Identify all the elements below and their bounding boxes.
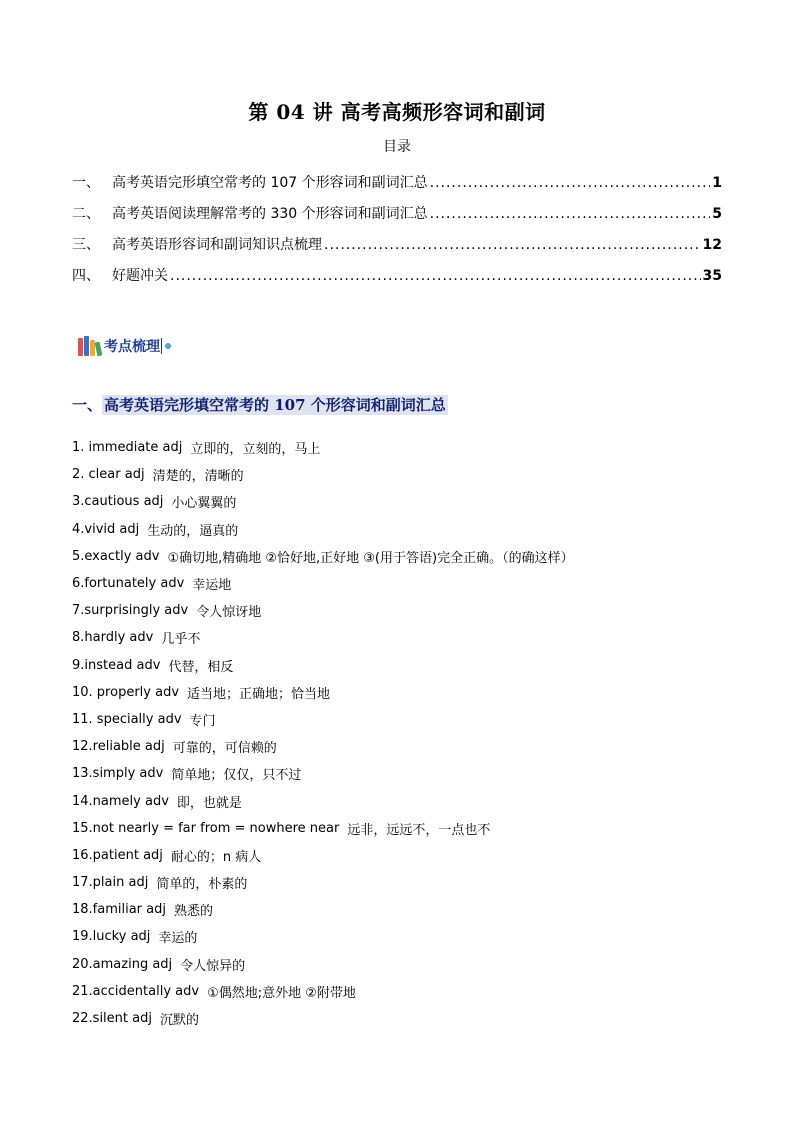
section-heading-text: 高考英语完形填空常考的 107 个形容词和副词汇总 [104, 396, 446, 414]
list-item [72, 923, 732, 950]
toc-entry-text: 高考英语完形填空常考的 107 个形容词和副词汇总 [112, 175, 428, 191]
toc-leader-dots [430, 175, 711, 191]
list-item [72, 461, 732, 488]
section-badge [78, 336, 171, 356]
toc-entry[interactable] [72, 234, 722, 265]
list-item [72, 516, 732, 543]
books-icon [78, 336, 102, 356]
vocab-word: 20.amazing adj [72, 956, 173, 972]
toc-entry-number: 二、 [72, 206, 100, 222]
vocab-meaning: 立即的，立刻的，马上 [190, 442, 321, 458]
list-item [72, 787, 732, 814]
vocab-meaning: 可靠的，可信赖的 [172, 741, 277, 757]
list-item [72, 570, 732, 597]
vocab-word: 22.silent adj [72, 1011, 152, 1027]
vocab-word: 3.cautious adj [72, 494, 164, 510]
badge-cursor-mark [161, 338, 162, 354]
list-item [72, 1005, 732, 1032]
toc-entry-text: 高考英语形容词和副词知识点梳理 [112, 237, 322, 253]
list-item [72, 951, 732, 978]
vocab-meaning: 几乎不 [161, 632, 201, 648]
vocab-word: 7.surprisingly adv [72, 603, 189, 619]
vocab-word: 11. specially adv [72, 711, 182, 727]
list-item [72, 624, 732, 651]
vocab-word: 6.fortunately adv [72, 576, 185, 592]
vocab-meaning: 专门 [189, 713, 216, 729]
vocab-meaning: 小心翼翼的 [171, 496, 237, 512]
list-item [72, 869, 732, 896]
list-item [72, 842, 732, 869]
list-item [72, 760, 732, 787]
list-item [72, 652, 732, 679]
section-heading-prefix: 一、 [72, 396, 103, 414]
toc-entry-page: 5 [712, 206, 722, 222]
toc-entry[interactable] [72, 203, 722, 234]
list-item [72, 978, 732, 1005]
vocab-meaning: 即，也就是 [176, 795, 242, 811]
toc-entry-page: 1 [712, 175, 722, 191]
vocab-word: 2. clear adj [72, 467, 145, 483]
list-item [72, 597, 732, 624]
vocab-meaning: 简单地；仅仅，只不过 [171, 768, 302, 784]
vocab-word: 16.patient adj [72, 847, 163, 863]
vocab-meaning: 代替，相反 [168, 659, 234, 675]
badge-label: 考点梳理 [104, 339, 160, 355]
vocab-meaning: 远非，远远不，一点也不 [347, 822, 491, 838]
toc-heading: 目录 [383, 139, 411, 155]
vocabulary-list [72, 434, 732, 1032]
vocab-word: 5.exactly adv [72, 548, 160, 564]
list-item [72, 706, 732, 733]
vocab-meaning: 令人惊讶地 [196, 605, 262, 621]
vocab-meaning: 熟悉的 [174, 904, 214, 920]
list-item [72, 543, 732, 570]
vocab-word: 12.reliable adj [72, 739, 165, 755]
list-item [72, 488, 732, 515]
vocab-meaning: 幸运地 [192, 578, 232, 594]
toc-entry-page: 12 [702, 237, 722, 253]
toc-leader-dots [324, 237, 701, 253]
vocab-word: 1. immediate adj [72, 440, 183, 456]
toc-entry-text: 高考英语阅读理解常考的 330 个形容词和副词汇总 [112, 206, 428, 222]
vocab-word: 9.instead adv [72, 657, 161, 673]
toc-entry[interactable] [72, 172, 722, 203]
toc-entry-text: 好题冲关 [112, 268, 168, 284]
table-of-contents [72, 172, 722, 296]
list-item [72, 733, 732, 760]
list-item [72, 679, 732, 706]
list-item [72, 815, 732, 842]
list-item [72, 896, 732, 923]
section-heading [72, 394, 448, 415]
vocab-word: 13.simply adv [72, 766, 164, 782]
toc-entry-number: 四、 [72, 268, 100, 284]
vocab-meaning: 简单的，朴素的 [156, 877, 248, 893]
vocab-word: 15.not nearly = far from = nowhere near [72, 820, 340, 836]
vocab-word: 4.vivid adj [72, 521, 140, 537]
vocab-word: 17.plain adj [72, 875, 149, 891]
vocab-meaning: 令人惊异的 [180, 958, 246, 974]
toc-entry-number: 三、 [72, 237, 100, 253]
badge-dot [165, 343, 171, 349]
vocab-meaning: ①确切地,精确地 ②恰好地,正好地 ③(用于答语)完全正确。（的确这样） [167, 550, 574, 566]
vocab-meaning: 清楚的，清晰的 [152, 469, 244, 485]
vocab-word: 8.hardly adv [72, 630, 154, 646]
toc-leader-dots [430, 206, 711, 222]
lesson-title: 第 04 讲 高考高频形容词和副词 [248, 100, 546, 124]
vocab-word: 14.namely adv [72, 793, 169, 809]
vocab-meaning: 沉默的 [159, 1013, 199, 1029]
vocab-meaning: 生动的，逼真的 [147, 523, 239, 539]
vocab-meaning: ①偶然地;意外地 ②附带地 [207, 985, 356, 1001]
toc-entry-number: 一、 [72, 175, 100, 191]
toc-entry-page: 35 [702, 268, 722, 284]
vocab-word: 10. properly adv [72, 684, 180, 700]
vocab-meaning: 耐心的；n 病人 [170, 849, 262, 865]
vocab-meaning: 幸运的 [158, 931, 198, 947]
toc-leader-dots [170, 268, 701, 284]
toc-entry[interactable] [72, 265, 722, 296]
list-item [72, 434, 732, 461]
vocab-word: 19.lucky adj [72, 929, 151, 945]
vocab-word: 18.familiar adj [72, 902, 166, 918]
vocab-meaning: 适当地；正确地；恰当地 [187, 686, 331, 702]
vocab-word: 21.accidentally adv [72, 983, 200, 999]
